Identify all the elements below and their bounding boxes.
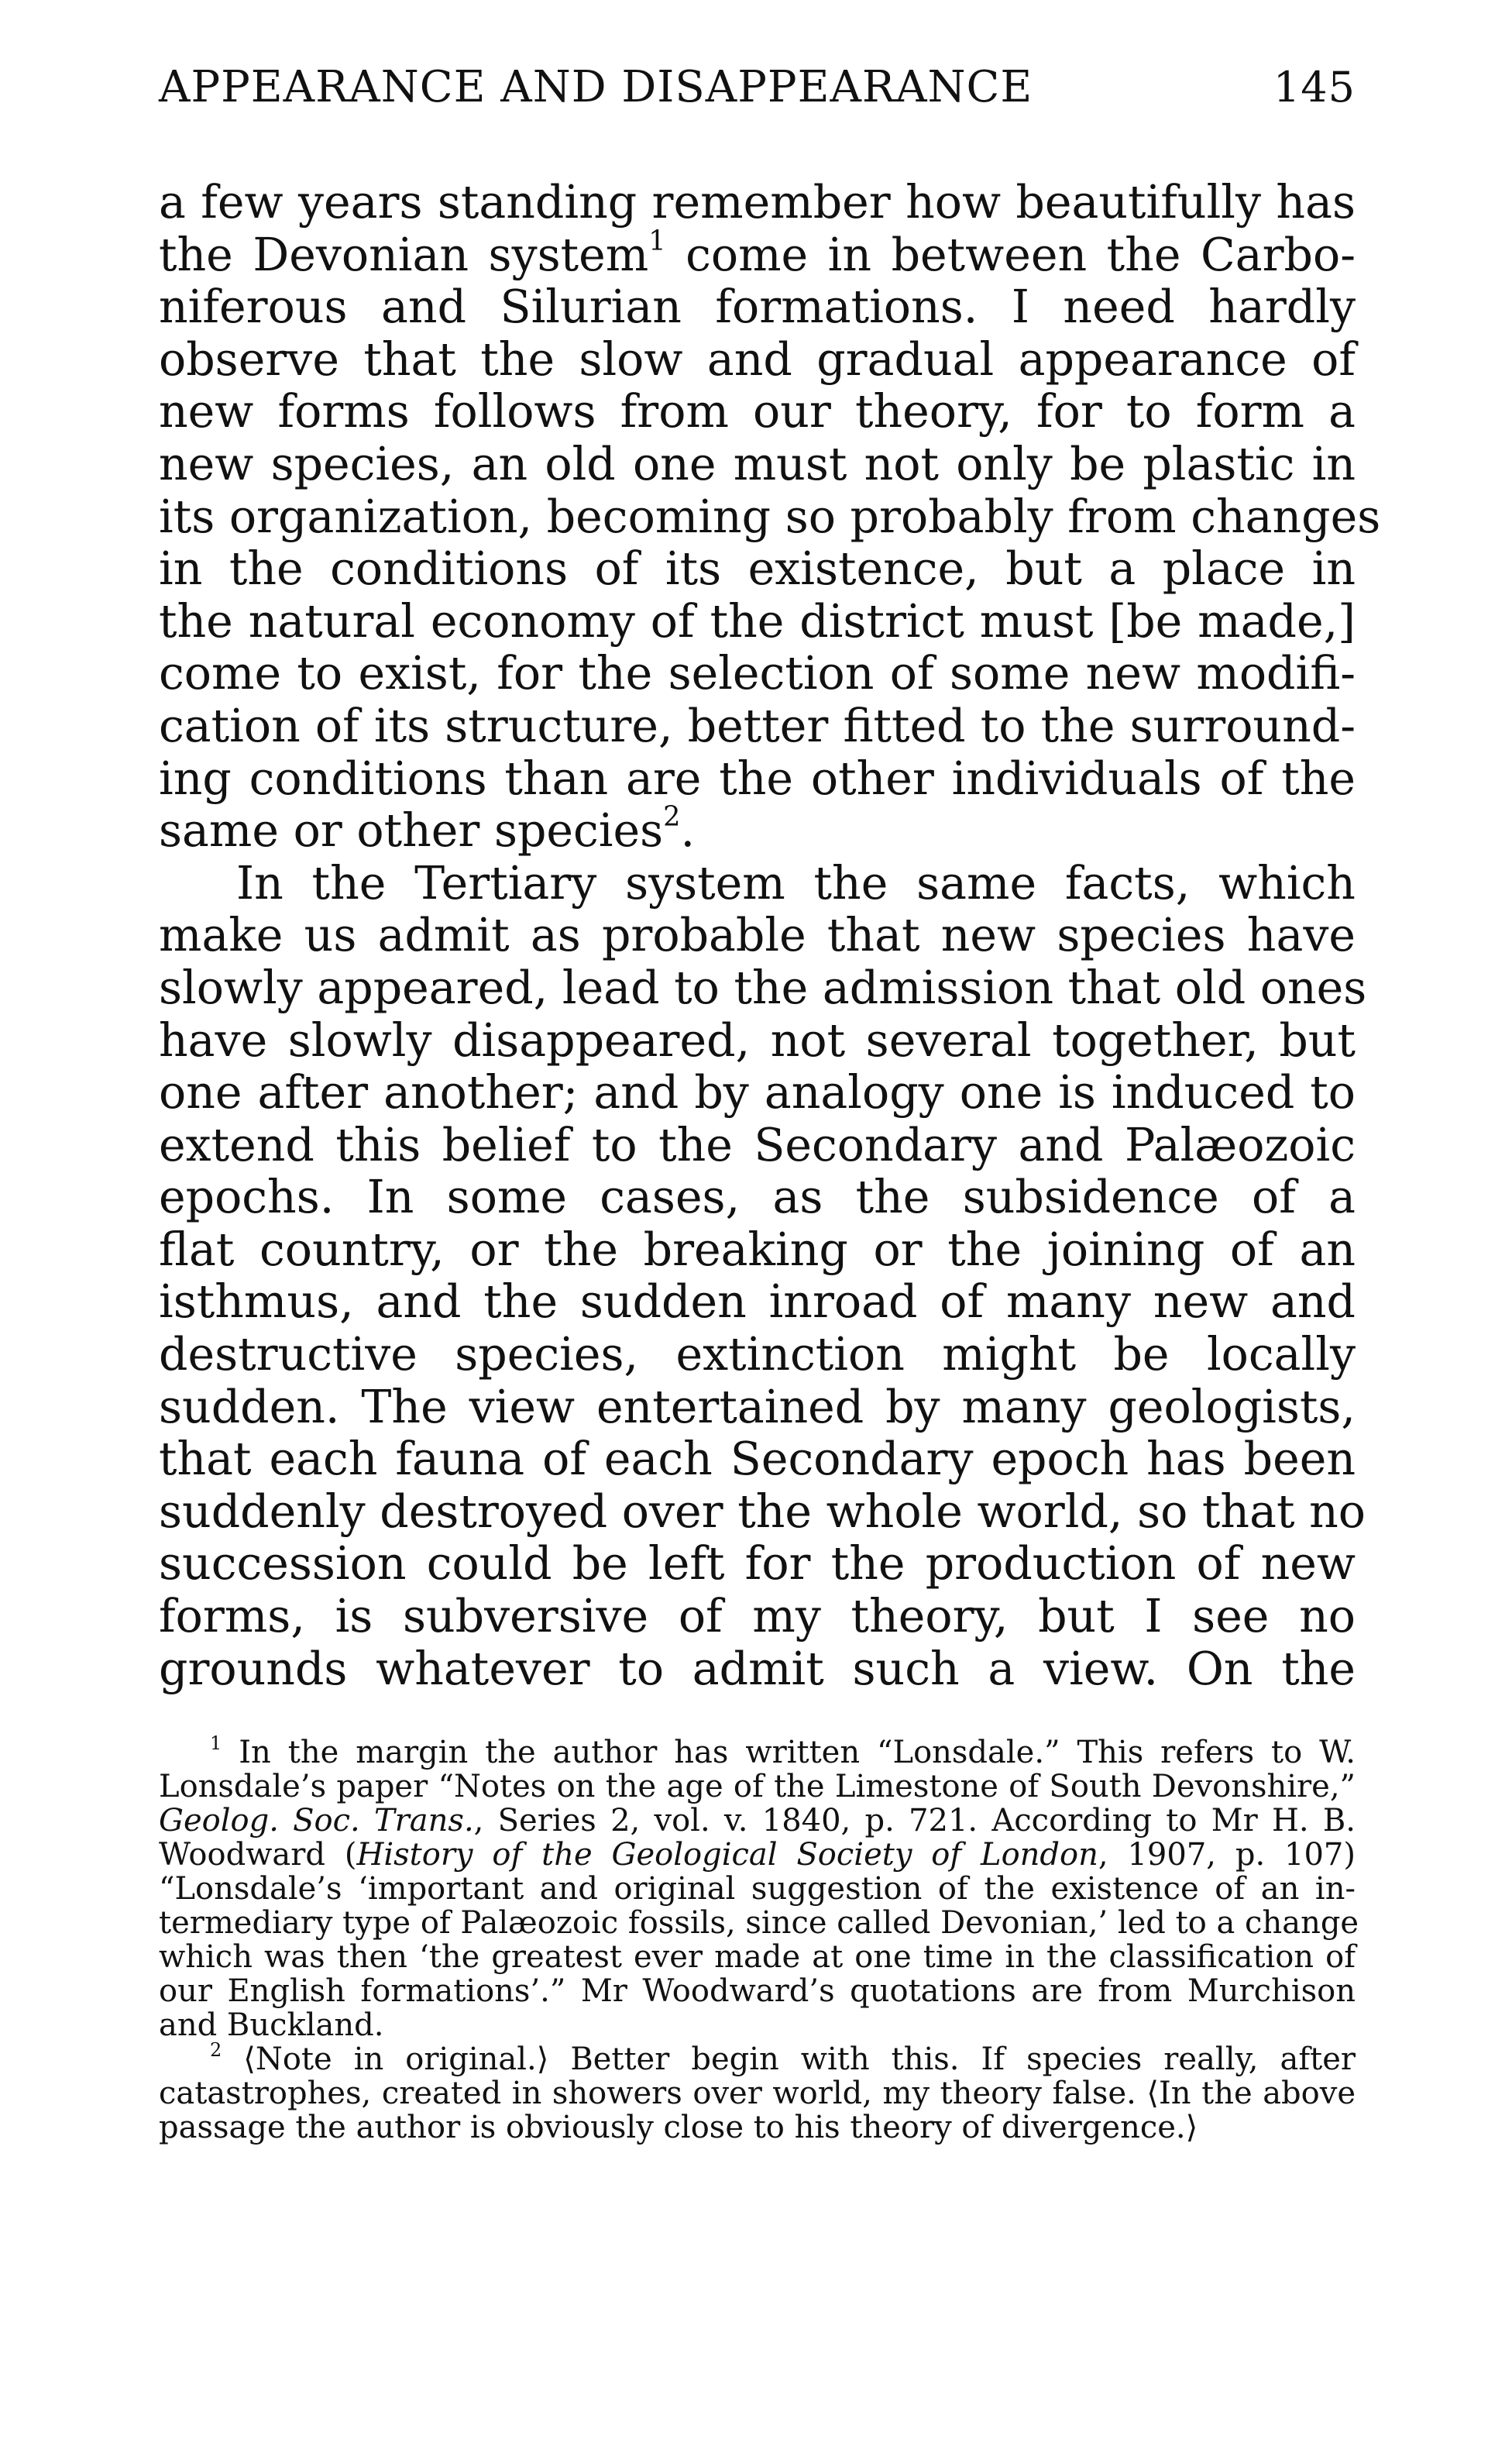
footnote-marker: 2 xyxy=(210,2039,222,2062)
book-title: History of the Geological Society of London xyxy=(356,1837,1098,1873)
footnote-line: termediary type of Palæozoic fossils, since called Devonian,’ led to a change xyxy=(159,1905,1359,1941)
text-run: . xyxy=(680,804,696,858)
footnote-line: “Lonsdale’s ‘important and original suggestion of the existence of an in- xyxy=(159,1871,1356,1907)
text-line: In the Tertiary system the same facts, which xyxy=(236,856,1356,910)
text-line: its organization, becoming so probably from changes xyxy=(159,490,1381,543)
journal-title: Geolog. Soc. Trans. xyxy=(159,1803,474,1839)
text-line xyxy=(159,225,1356,282)
footnote-ref-2: 2 xyxy=(663,800,681,833)
text-line: forms, is subversive of my theory, but I see no xyxy=(159,1590,1356,1643)
text-line: cation of its structure, better fitted to the surround- xyxy=(159,699,1356,752)
text-line: have slowly disappeared, not several together, but xyxy=(159,1013,1356,1067)
text-line: new forms follows from our theory, for to form a xyxy=(159,385,1356,439)
text-line: suddenly destroyed over the whole world, so that no xyxy=(159,1484,1366,1538)
text-line: ing conditions than are the other individuals of the xyxy=(159,752,1356,805)
text-line: extend this belief to the Secondary and Palæozoic xyxy=(159,1118,1356,1171)
footnote-line: and Buckland. xyxy=(159,2007,384,2043)
text-run: , 1907, p. 107) xyxy=(1098,1837,1356,1873)
text-run: the Devonian system xyxy=(159,228,649,281)
footnote-1 xyxy=(159,1732,1359,2043)
text-line: a few years standing remember how beautifully has xyxy=(159,176,1356,229)
paragraph-1 xyxy=(159,176,1381,858)
text-line: sudden. The view entertained by many geologists, xyxy=(159,1380,1356,1433)
running-title: APPEARANCE AND DISAPPEARANCE xyxy=(159,62,1033,112)
footnote-line: which was then ‘the greatest ever made at one time in the classification of xyxy=(159,1939,1356,1975)
text-line: one after another; and by analogy one is induced to xyxy=(159,1066,1356,1120)
text-run: In the margin the author has written “Lonsdale.” This refers to W. xyxy=(222,1735,1356,1770)
text-line: come to exist, for the selection of some new modifi- xyxy=(159,647,1356,700)
footnote-line: passage the author is obviously close to his theory of divergence.⟩ xyxy=(159,2110,1198,2145)
text-line: isthmus, and the sudden inroad of many new and xyxy=(159,1275,1356,1329)
text-run: Woodward ( xyxy=(159,1837,357,1873)
footnote-marker: 1 xyxy=(210,1732,222,1755)
text-line: in the conditions of its existence, but a place in xyxy=(159,542,1356,596)
paragraph-2 xyxy=(159,856,1367,1696)
footnote-line xyxy=(159,1804,1356,1838)
text-run: same or other species xyxy=(159,804,664,858)
text-line: epochs. In some cases, as the subsidence of a xyxy=(159,1171,1356,1224)
footnote-line xyxy=(159,1838,1356,1872)
running-head xyxy=(159,62,1356,132)
footnote-line xyxy=(159,2039,1356,2077)
text-line: observe that the slow and gradual appearance of xyxy=(159,332,1356,386)
text-line xyxy=(159,800,1356,858)
text-line: succession could be left for the production of new xyxy=(159,1537,1356,1591)
text-line: that each fauna of each Secondary epoch has been xyxy=(159,1433,1356,1486)
text-line: destructive species, extinction might be locally xyxy=(159,1328,1356,1381)
footnotes xyxy=(159,1732,1359,2145)
text-line: make us admit as probable that new species have xyxy=(159,909,1356,962)
footnote-line: our English formations’.” Mr Woodward’s quotations are from Murchison xyxy=(159,1973,1356,2009)
text-line: niferous and Silurian formations. I need hardly xyxy=(159,280,1356,334)
body-text xyxy=(159,176,1381,1695)
text-line: flat country, or the breaking or the joining of an xyxy=(159,1223,1356,1276)
page-number: 145 xyxy=(1273,63,1356,112)
footnote-line xyxy=(159,1732,1356,1770)
text-line: new species, an old one must not only be plastic in xyxy=(159,437,1356,490)
text-run: ⟨Note in original.⟩ Better begin with this. If species really, after xyxy=(222,2042,1356,2077)
text-line: grounds whatever to admit such a view. On the xyxy=(159,1642,1356,1695)
text-line: slowly appeared, lead to the admission that old ones xyxy=(159,961,1367,1014)
footnote-ref-1: 1 xyxy=(648,225,666,257)
footnote-2 xyxy=(159,2039,1356,2145)
footnote-line: catastrophes, created in showers over world, my theory false. ⟨In the above xyxy=(159,2076,1356,2111)
footnote-line: Lonsdale’s paper “Notes on the age of the Limestone of South Devonshire,” xyxy=(159,1769,1356,1804)
text-line: the natural economy of the district must [be made,] xyxy=(159,594,1356,648)
text-run: come in between the Carbo- xyxy=(665,228,1356,281)
text-run: , Series 2, vol. v. 1840, p. 721. According to Mr H. B. xyxy=(473,1803,1356,1839)
